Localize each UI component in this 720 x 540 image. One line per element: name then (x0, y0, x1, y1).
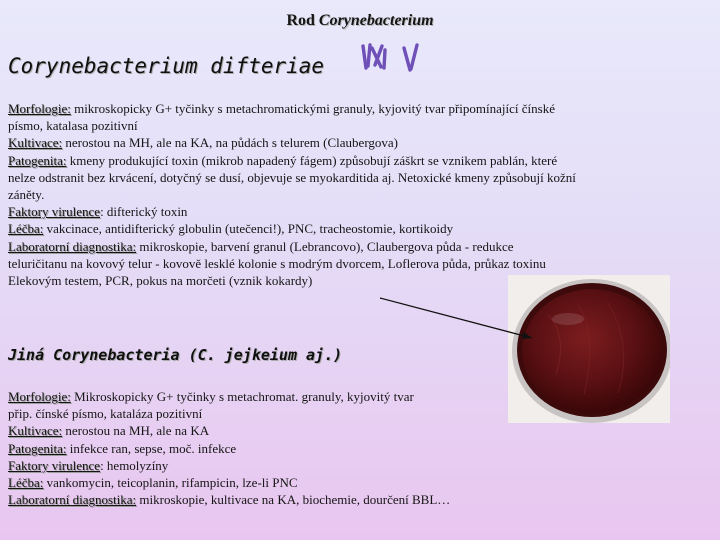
section1-line (8, 255, 710, 272)
field-text: nelze odstranit bez krvácení, dotyčný se dusí, objevuje se myokarditida aj. Netoxické kmeny způsobují kožní (8, 169, 576, 185)
section2-line (8, 457, 710, 474)
section1-line (8, 152, 710, 169)
field-label: Faktory virulence (8, 204, 101, 220)
section1-line (8, 117, 710, 134)
field-label: Kultivace: (8, 135, 63, 151)
field-text: záněty. (8, 187, 45, 203)
field-text: nerostou na MH, ale na KA, na půdách s telurem (Claubergova) (62, 135, 399, 151)
field-text: Elekovým testem, PCR, pokus na morčeti (vznik kokardy) (8, 273, 313, 289)
field-label: Laboratorní diagnostika: (8, 238, 137, 254)
section2-line (8, 440, 710, 457)
title-prefix: Rod (286, 12, 319, 29)
section2-body (8, 388, 710, 508)
field-text: nerostou na MH, ale na KA (62, 423, 210, 439)
field-text: : hemolyzíny (100, 457, 169, 473)
section2-line (8, 405, 710, 422)
section2-line (8, 474, 710, 491)
field-label: Faktory virulence (8, 457, 101, 473)
field-label: Morfologie: (8, 101, 71, 116)
section1-body (8, 100, 710, 289)
section2-line (8, 491, 710, 508)
section1-line (8, 186, 710, 203)
field-text: kmeny produkující toxin (mikrob napadený fágem) způsobují záškrt se vznikem pablán, které (66, 152, 558, 168)
field-text: vankomycin, teicoplanin, rifampicin, lze-li PNC (43, 475, 298, 491)
field-label: Kultivace: (8, 423, 63, 439)
section1-line (8, 238, 710, 255)
slide-title (0, 12, 720, 30)
field-text: mikroskopie, barvení granul (Lebrancovo), Claubergova půda - redukce (136, 238, 514, 254)
field-text: mikroskopie, kultivace na KA, biochemie, dourčení BBL… (136, 492, 451, 508)
section1-line (8, 100, 710, 117)
section2-line (8, 422, 710, 439)
field-label: Léčba: (8, 221, 44, 237)
field-text: : difterický toxin (100, 204, 188, 220)
section1-line (8, 220, 710, 237)
field-label: Morfologie: (8, 389, 71, 404)
section2-line (8, 388, 710, 405)
field-label: Patogenita: (8, 152, 67, 168)
section1-line (8, 134, 710, 151)
section1-heading: Corynebacterium difteriae (8, 54, 325, 78)
field-text: přip. čínské písmo, kataláza pozitivní (8, 406, 203, 422)
section1-line (8, 203, 710, 220)
field-text: písmo, katalasa pozitivní (8, 118, 138, 134)
field-text: teluričitanu na kovový telur - kovově lesklé kolonie s modrým dvorcem, Loflerova půda, průkaz toxinu (8, 255, 546, 271)
field-label: Laboratorní diagnostika: (8, 492, 137, 508)
bacteria-rods-icon (356, 40, 428, 80)
field-text: mikroskopicky G+ tyčinky s metachromatickými granuly, kyjovitý tvar připomínající čínské (70, 101, 555, 116)
field-text: infekce ran, sepse, moč. infekce (66, 440, 237, 456)
section2-heading: Jiná Corynebacteria (C. jejkeium aj.) (8, 346, 343, 364)
field-label: Léčba: (8, 475, 44, 491)
title-genus: Corynebacterium (318, 12, 434, 29)
section1-line (8, 169, 710, 186)
field-text: vakcinace, antidifterický globulin (utečenci!), PNC, tracheostomie, kortikoidy (43, 221, 454, 237)
field-text: Mikroskopicky G+ tyčinky s metachromat. granuly, kyjovitý tvar (70, 389, 414, 404)
field-label: Patogenita: (8, 440, 67, 456)
